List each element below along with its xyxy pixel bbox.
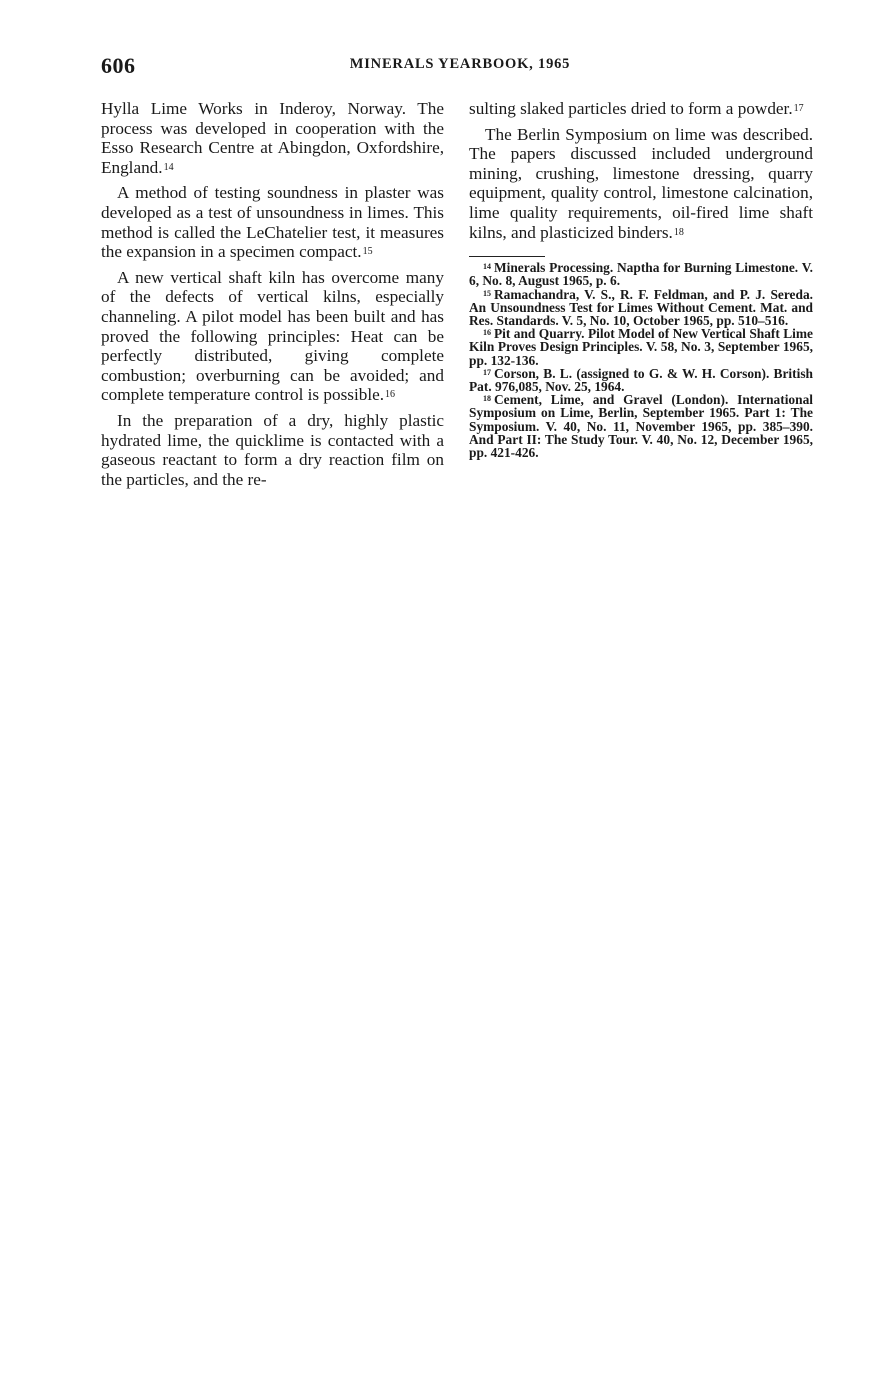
body-paragraph [101,99,444,177]
footnote-number: 16 [483,328,491,338]
footnote-number: 14 [483,262,491,272]
footnote-ref: 17 [793,103,804,114]
footnote-number: 18 [483,394,491,404]
page-number: 606 [101,53,136,78]
running-title: MINERALS YEARBOOK, 1965 [349,56,571,72]
footnote-text: Pit and Quarry. Pilot Model of New Vertical Shaft Lime Kiln Proves Design Principles. V. 58, No. 3, September 1965, pp. 132-136. [469,326,813,368]
paragraph-text: In the preparation of a dry, highly plastic hydrated lime, the quicklime is contacted with a gaseous reactant to form a dry reaction film on the particles, and the re- [101,410,444,489]
footnote [469,327,813,367]
paragraph-text: Hylla Lime Works in Inderoy, Norway. The process was developed in cooperation with the Esso Research Centre at Abingdon, Oxfordshire, England. [101,99,444,177]
footnote-ref: 15 [362,246,373,258]
footnote-number: 15 [483,288,491,298]
footnote-number: 17 [483,367,491,377]
body-paragraph [101,411,444,489]
body-paragraph [101,268,444,405]
footnote-text: Ramachandra, V. S., R. F. Feldman, and P. J. Sereda. An Unsoundness Test for Limes Without Cement. Mat. and Res. Standards. V. 5, No. 10, October 1965, pp. 510–516. [469,286,813,328]
left-column [101,99,444,489]
footnote [469,261,813,287]
right-column [469,99,813,459]
footnote [469,288,813,328]
footnote-ref: 16 [385,389,396,401]
paragraph-text: sulting slaked particles dried to form a powder. [469,99,793,118]
footnote-text: Corson, B. L. (assigned to G. & W. H. Corson). British Pat. 976,085, Nov. 25, 1964. [469,365,813,394]
footnote-ref: 14 [163,161,174,173]
footnote-ref: 18 [673,226,684,238]
body-paragraph [101,183,444,261]
footnote [469,393,813,459]
footnote-text: Cement, Lime, and Gravel (London). International Symposium on Lime, Berlin, September 1965. Part 1: The Symposium. V. 40, No. 11, November 1965, pp. 385–390. And Part II: The Study Tour. V. 40, No. 12, December 1965, pp. 421-426. [469,392,813,460]
paragraph-text: The Berlin Symposium on lime was described. The papers discussed included underground mining, crushing, limestone dressing, quarry equipment, quality control, limestone calcination, lime quality requirements, oil-fired lime shaft kilns, and plasticized binders. [469,124,813,242]
footnote-text: Minerals Processing. Naptha for Burning Limestone. V. 6, No. 8, August 1965, p. 6. [469,260,813,289]
body-paragraph [469,99,813,119]
body-paragraph [469,125,813,243]
footnote-divider [469,256,545,257]
paragraph-text: A new vertical shaft kiln has overcome many of the defects of vertical kilns, especially channeling. A pilot model has been built and has proved the following principles: Heat can be perfectly distributed, giving complete combustion; overburning can be avoided; and complete temperature control is possible. [101,267,444,405]
footnote [469,367,813,393]
paragraph-text: A method of testing soundness in plaster was developed as a test of unsoundness in limes. This method is called the LeChatelier test, it measures the expansion in a specimen compact. [101,183,444,262]
